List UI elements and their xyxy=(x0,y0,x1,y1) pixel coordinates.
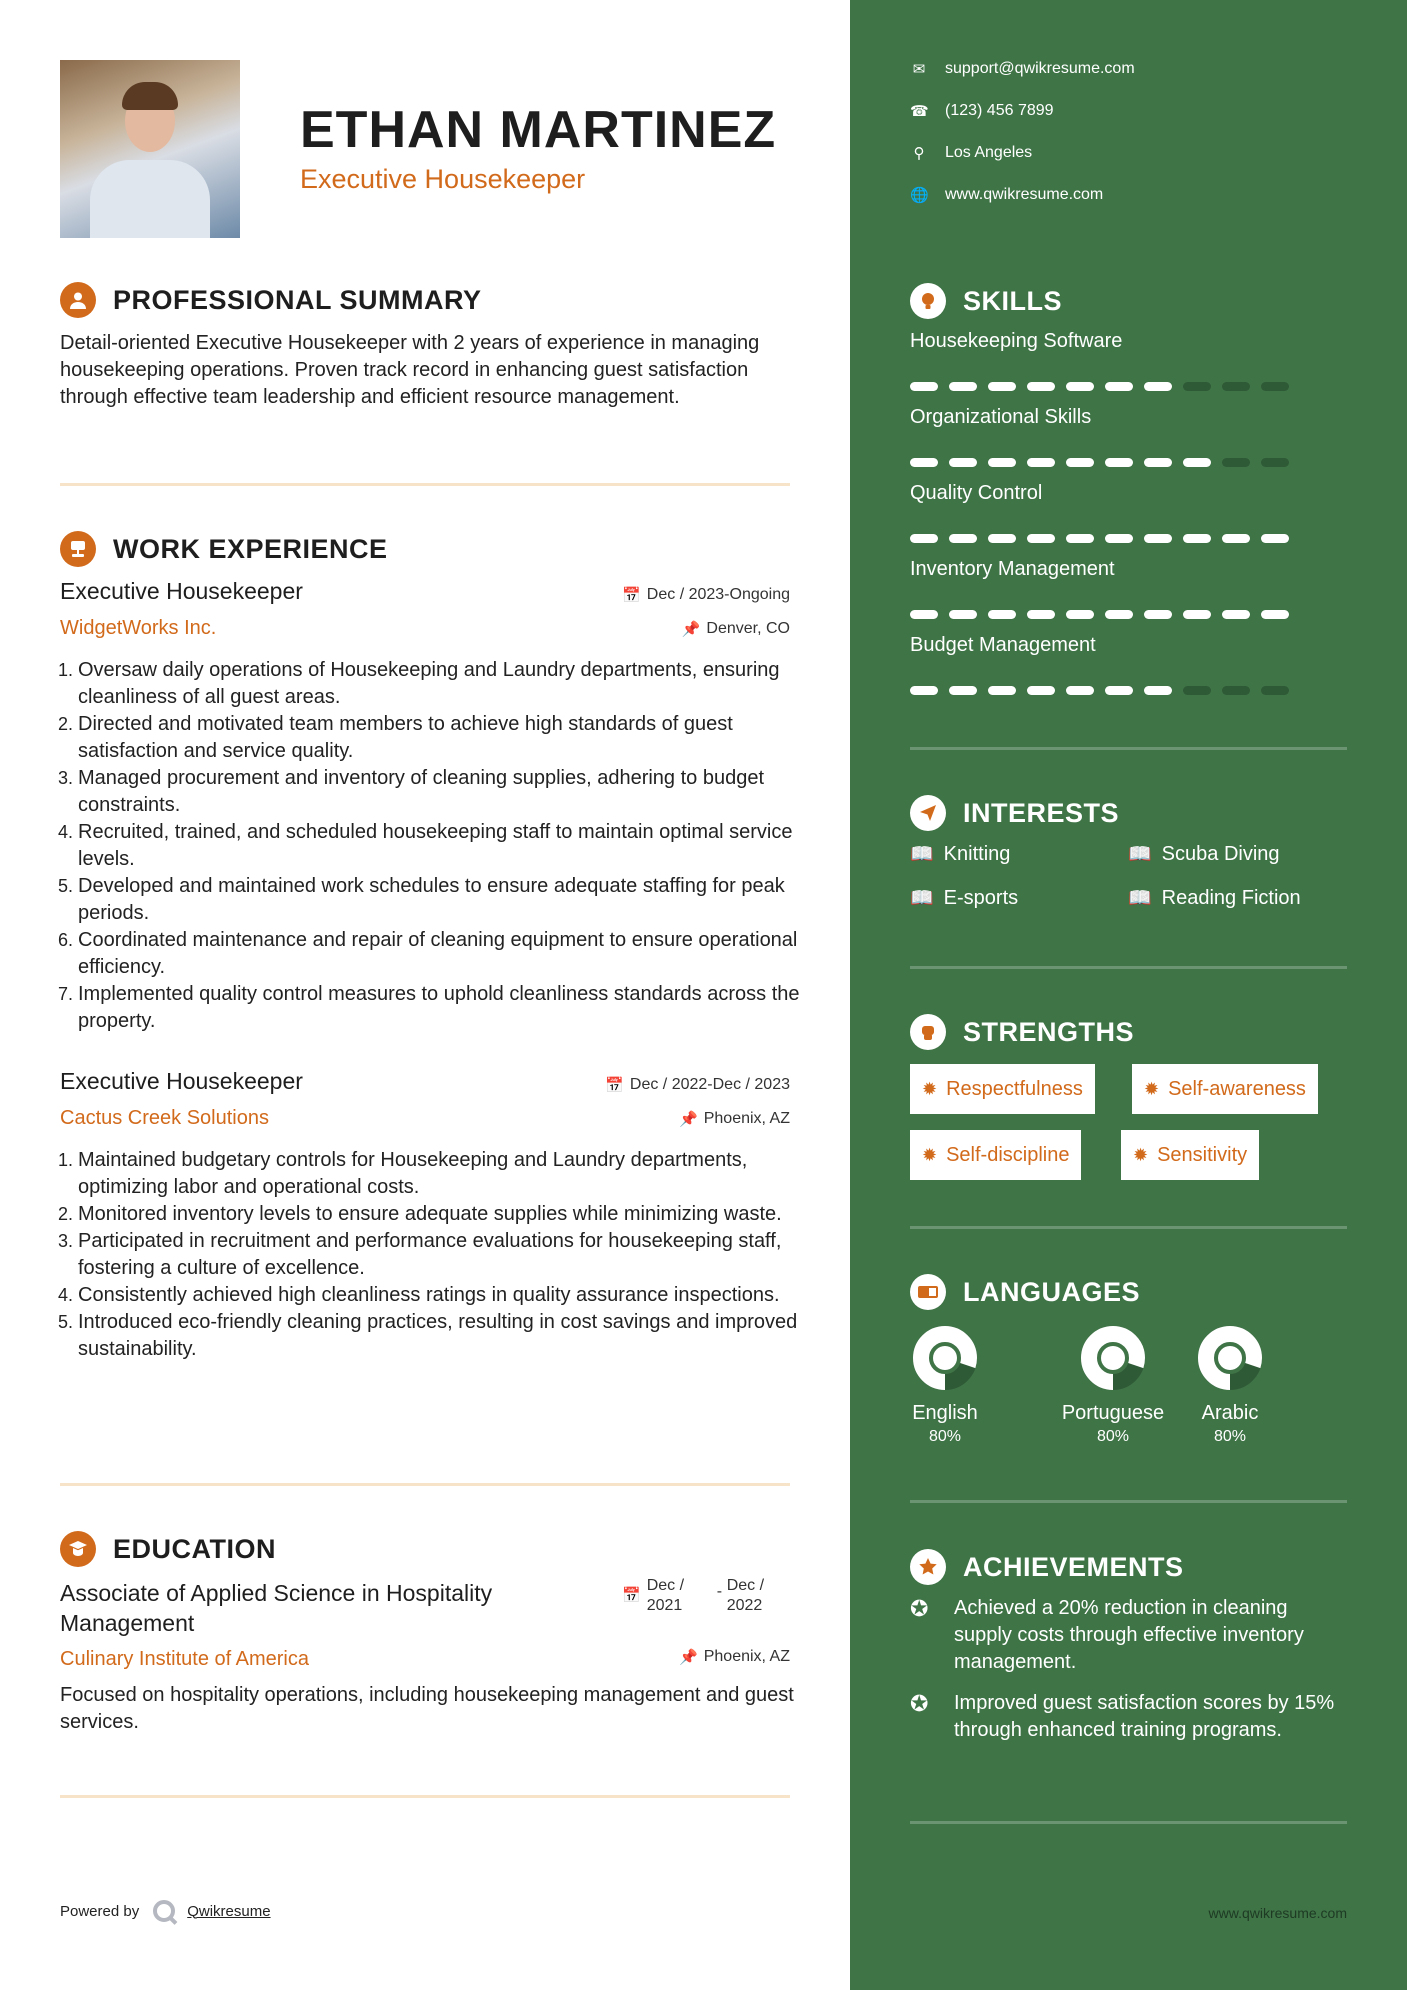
skill-dash xyxy=(1144,382,1172,391)
job-title: Executive Housekeeper xyxy=(60,1068,303,1094)
strength-badge: ✹ Sensitivity xyxy=(1121,1130,1259,1180)
skill-dash xyxy=(1261,534,1289,543)
contact-website[interactable]: 🌐 www.qwikresume.com xyxy=(910,186,1104,204)
list-item: 4. Consistently achieved high cleanliness ratings in quality assurance inspections. xyxy=(58,1284,780,1306)
skill-dash xyxy=(1027,686,1055,695)
school-location: 📌 Phoenix, AZ xyxy=(679,1648,790,1666)
skill-dash xyxy=(1066,534,1094,543)
school-name: Culinary Institute of America xyxy=(60,1648,309,1670)
skill-dash xyxy=(988,686,1016,695)
skill-level-bar xyxy=(910,534,1300,543)
achievements-heading: ACHIEVEMENTS xyxy=(910,1549,1184,1585)
contact-email[interactable]: ✉ support@qwikresume.com xyxy=(910,60,1135,78)
calendar-icon: 📅 xyxy=(622,1587,641,1604)
skill-dash xyxy=(1105,610,1133,619)
pin-icon: 📌 xyxy=(679,1649,698,1666)
section-divider xyxy=(910,966,1347,969)
skills-heading: SKILLS xyxy=(910,283,1062,319)
skill-dash xyxy=(1105,458,1133,467)
skill-dash xyxy=(1105,382,1133,391)
skill-dash xyxy=(1066,458,1094,467)
sun-badge-icon: ✹ xyxy=(1133,1144,1149,1165)
footer-powered-by: Powered by Qwikresume xyxy=(60,1900,271,1922)
skill-dash xyxy=(910,458,938,467)
skill-dash xyxy=(1183,610,1211,619)
skill-level-bar xyxy=(910,686,1300,695)
skill-name: Inventory Management xyxy=(910,558,1115,580)
phone-icon: ☎ xyxy=(910,103,929,120)
summary-text: Detail-oriented Executive Housekeeper with 2 years of experience in managing housekeeping operations. Proven track record in enhancing guest satisfaction through effective team leadership and efficient resource management. xyxy=(60,332,760,408)
skill-dash xyxy=(910,382,938,391)
interest-item: 📖 Scuba Diving xyxy=(1128,842,1280,865)
skill-dash xyxy=(988,610,1016,619)
skill-dash xyxy=(1222,610,1250,619)
list-item: 7. Implemented quality control measures to uphold cleanliness standards across the property. xyxy=(58,983,800,1032)
book-icon: 📖 xyxy=(1128,844,1152,865)
strength-badge: ✹ Self-discipline xyxy=(910,1130,1081,1180)
sidebar xyxy=(850,0,1407,1990)
section-divider xyxy=(910,1821,1347,1824)
skill-dash xyxy=(1261,382,1289,391)
skill-level-bar xyxy=(910,610,1300,619)
job-bullets xyxy=(60,1147,800,1363)
globe-icon: 🌐 xyxy=(910,187,929,204)
education-description: Focused on hospitality operations, including housekeeping management and guest services. xyxy=(60,1684,794,1733)
skill-dash xyxy=(1105,534,1133,543)
skill-dash xyxy=(910,686,938,695)
language-item: Portuguese 80% xyxy=(1053,1325,1173,1446)
skill-dash xyxy=(988,534,1016,543)
list-item: 2. Directed and motivated team members to achieve high standards of guest satisfaction and service quality. xyxy=(58,713,733,762)
skill-dash xyxy=(1027,534,1055,543)
graduation-cap-icon xyxy=(60,1531,96,1567)
footer-url[interactable]: www.qwikresume.com xyxy=(1208,1905,1347,1921)
degree-title: Associate of Applied Science in Hospitality Management xyxy=(60,1580,493,1636)
language-item: English 80% xyxy=(910,1325,980,1446)
skill-dash xyxy=(1222,686,1250,695)
skill-dash xyxy=(1183,534,1211,543)
job-title: Executive Housekeeper xyxy=(60,578,303,604)
company-name: Cactus Creek Solutions xyxy=(60,1107,269,1129)
paper-plane-icon xyxy=(910,795,946,831)
list-item: 3. Managed procurement and inventory of cleaning supplies, adhering to budget constraints. xyxy=(58,767,765,816)
list-item: 5. Developed and maintained work schedules to ensure adequate staffing for peak periods. xyxy=(58,875,785,924)
skill-dash xyxy=(1027,382,1055,391)
skill-dash xyxy=(910,534,938,543)
profile-photo xyxy=(60,60,240,238)
job-dates: 📅 Dec / 2023-Ongoing xyxy=(622,586,790,604)
qwikresume-link[interactable]: Qwikresume xyxy=(187,1902,271,1920)
skill-dash xyxy=(1261,610,1289,619)
shooting-star-icon: ✪ xyxy=(910,1596,929,1621)
list-item: 1. Maintained budgetary controls for Housekeeping and Laundry departments, optimizing labor and operational costs. xyxy=(58,1149,748,1198)
skill-dash xyxy=(1105,686,1133,695)
education-heading: EDUCATION xyxy=(60,1531,276,1567)
skill-dash xyxy=(1027,610,1055,619)
interests-heading: INTERESTS xyxy=(910,795,1119,831)
section-divider xyxy=(60,1795,790,1798)
skill-dash xyxy=(1066,382,1094,391)
skill-dash xyxy=(988,382,1016,391)
skill-level-bar xyxy=(910,382,1300,391)
language-donut xyxy=(912,1325,978,1391)
star-badge-icon xyxy=(910,1549,946,1585)
lightbulb-icon xyxy=(910,283,946,319)
skill-dash xyxy=(1144,686,1172,695)
skill-dash xyxy=(1183,458,1211,467)
skill-name: Housekeeping Software xyxy=(910,330,1123,352)
skill-dash xyxy=(1027,458,1055,467)
sun-badge-icon: ✹ xyxy=(922,1144,938,1165)
section-divider xyxy=(910,747,1347,750)
skill-dash xyxy=(1144,458,1172,467)
experience-heading: WORK EXPERIENCE xyxy=(60,531,388,567)
job-dates: 📅 Dec / 2022-Dec / 2023 xyxy=(605,1076,790,1094)
strength-badge: ✹ Respectfulness xyxy=(910,1064,1095,1114)
envelope-icon: ✉ xyxy=(912,61,926,78)
skill-dash xyxy=(949,534,977,543)
book-icon: 📖 xyxy=(1128,888,1152,909)
skill-dash xyxy=(949,458,977,467)
sun-badge-icon: ✹ xyxy=(922,1078,938,1099)
skill-dash xyxy=(988,458,1016,467)
section-divider xyxy=(60,1483,790,1486)
skill-dash xyxy=(949,610,977,619)
language-item: Arabic 80% xyxy=(1195,1325,1265,1446)
skill-dash xyxy=(1222,458,1250,467)
summary-heading: PROFESSIONAL SUMMARY xyxy=(60,282,482,318)
job-bullets xyxy=(60,657,800,1035)
book-icon: 📖 xyxy=(910,888,934,909)
skill-dash xyxy=(1261,686,1289,695)
briefcase-icon xyxy=(60,531,96,567)
section-divider xyxy=(910,1226,1347,1229)
language-donut xyxy=(1080,1325,1146,1391)
calendar-icon: 📅 xyxy=(622,587,641,604)
fist-icon xyxy=(910,1014,946,1050)
skill-dash xyxy=(1183,686,1211,695)
section-divider xyxy=(910,1500,1347,1503)
education-dates: 📅 Dec / 2021 - Dec / 2022 xyxy=(622,1577,765,1614)
list-item: 3. Participated in recruitment and performance evaluations for housekeeping staff, fostering a culture of excellence. xyxy=(58,1230,782,1279)
achievement-item: ✪ Improved guest satisfaction scores by 15% through enhanced training programs. xyxy=(910,1690,1350,1744)
skill-dash xyxy=(1144,610,1172,619)
list-item: 2. Monitored inventory levels to ensure adequate supplies while minimizing waste. xyxy=(58,1203,782,1225)
book-icon: 📖 xyxy=(910,844,934,865)
list-item: 5. Introduced eco-friendly cleaning practices, resulting in cost savings and improved sustainability. xyxy=(58,1311,798,1360)
interest-item: 📖 Reading Fiction xyxy=(1128,886,1301,909)
user-icon xyxy=(60,282,96,318)
list-item: 4. Recruited, trained, and scheduled housekeeping staff to maintain optimal service levels. xyxy=(58,821,793,870)
skill-level-bar xyxy=(910,458,1300,467)
shooting-star-icon: ✪ xyxy=(910,1691,929,1716)
skill-dash xyxy=(1183,382,1211,391)
languages-heading: LANGUAGES xyxy=(910,1274,1140,1310)
qwikresume-logo-icon xyxy=(153,1900,175,1922)
job-location: 📌 Denver, CO xyxy=(681,620,790,638)
contact-phone[interactable]: ☎ (123) 456 7899 xyxy=(910,102,1054,120)
skill-name: Organizational Skills xyxy=(910,406,1092,428)
achievement-item: ✪ Achieved a 20% reduction in cleaning supply costs through effective inventory management. xyxy=(910,1595,1350,1676)
list-item: 1. Oversaw daily operations of Housekeeping and Laundry departments, ensuring cleanliness of all guest areas. xyxy=(58,659,780,708)
language-icon xyxy=(910,1274,946,1310)
contact-location: ⚲ Los Angeles xyxy=(910,144,1032,162)
skill-dash xyxy=(1066,686,1094,695)
calendar-icon: 📅 xyxy=(605,1077,624,1094)
interest-item: 📖 E-sports xyxy=(910,886,1019,909)
skill-dash xyxy=(1261,458,1289,467)
skill-name: Quality Control xyxy=(910,482,1043,504)
skill-name: Budget Management xyxy=(910,634,1096,656)
company-name: WidgetWorks Inc. xyxy=(60,617,217,639)
skill-dash xyxy=(1222,382,1250,391)
section-divider xyxy=(60,483,790,486)
pin-icon: 📌 xyxy=(679,1111,698,1128)
candidate-name: ETHAN MARTINEZ xyxy=(300,101,777,159)
candidate-title: Executive Housekeeper xyxy=(300,164,586,194)
interest-item: 📖 Knitting xyxy=(910,842,1011,865)
language-donut xyxy=(1197,1325,1263,1391)
skill-dash xyxy=(1144,534,1172,543)
skill-dash xyxy=(1222,534,1250,543)
map-marker-icon: ⚲ xyxy=(913,145,925,162)
skill-dash xyxy=(1066,610,1094,619)
strengths-heading: STRENGTHS xyxy=(910,1014,1134,1050)
strength-badge: ✹ Self-awareness xyxy=(1132,1064,1318,1114)
skill-dash xyxy=(910,610,938,619)
pin-icon: 📌 xyxy=(681,621,701,638)
sun-badge-icon: ✹ xyxy=(1144,1078,1160,1099)
list-item: 6. Coordinated maintenance and repair of cleaning equipment to ensure operational efficiency. xyxy=(58,929,798,978)
skill-dash xyxy=(949,382,977,391)
skill-dash xyxy=(949,686,977,695)
job-location: 📌 Phoenix, AZ xyxy=(679,1110,790,1128)
